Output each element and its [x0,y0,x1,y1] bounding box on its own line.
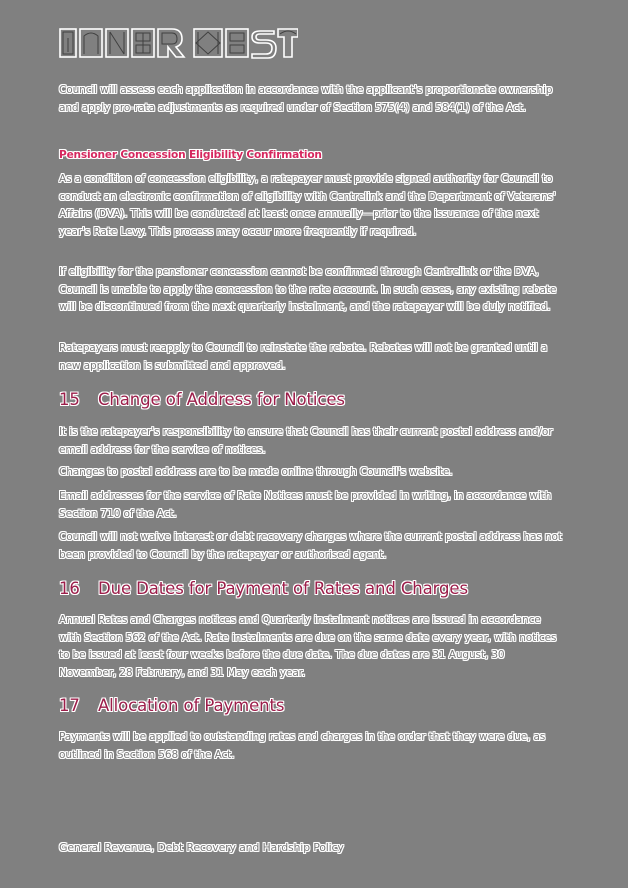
intro-paragraph: Council will assess each application in accordance with the applicant's proportionate ownership and apply pro-rata adjustments as required under of Section 575(4) and 584(1) of the Act. [59,84,553,114]
section-title: Due Dates for Payment of Rates and Charges [98,579,468,598]
section-15-paragraph-3: Email addresses for the service of Rate Notices must be provided in writing, in accordance with Section 710 of the Act. [59,490,552,520]
pensioner-paragraph-1: As a condition of concession eligibility, a ratepayer must provide signed authority for Council to conduct an electronic confirmation of eligibility with Centrelink and the Department of Veterans' Affairs (DVA). This will be conducted at least once annually—prior to the issuance of the next year's Rate Levy. This process may occur more frequently if required. [59,173,556,238]
section-15-paragraph-1: It is the ratepayer's responsibility to ensure that Council has their current postal address and/or email address for the service of notices. [59,426,553,456]
section-number: 17 [59,696,80,715]
section-title: Change of Address for Notices [98,390,345,409]
section-17-paragraph-1: Payments will be applied to outstanding rates and charges in the order that they were due, as outlined in Section 568 of the Act. [59,731,546,761]
section-16-paragraph-1: Annual Rates and Charges notices and Quarterly instalment notices are issued in accordance with Section 562 of the Act. Rate instalments are due on the same date every year, with notices to be issued at least four weeks before the due date. The due dates are 31 August, 30 November, 28 February, and 31 May each year. [59,614,557,679]
section-number: 15 [59,390,80,409]
section-number: 16 [59,579,80,598]
section-title: Allocation of Payments [98,696,285,715]
pensioner-confirmation-heading: Pensioner Concession Eligibility Confirmation [59,149,322,161]
page-footer: General Revenue, Debt Recovery and Hardship Policy [59,841,344,854]
section-15-paragraph-2: Changes to postal address are to be made online through Council's website. [59,466,453,478]
pensioner-paragraph-2: If eligibility for the pensioner concession cannot be confirmed through Centrelink or the DVA, Council is unable to apply the concession to the rate account. In such cases, any existing rebate will be discontinued from the next quarterly instalment, and the ratepayer will be duly notified. [59,266,557,314]
section-16-heading [59,579,468,598]
section-15-paragraph-4: Council will not waive interest or debt recovery charges where the current postal address has not been provided to Council by the ratepayer or authorised agent. [59,531,562,561]
section-17-heading [59,696,284,715]
inner-west-logo [58,26,298,62]
inner-west-logo-icon [58,26,298,62]
pensioner-paragraph-3: Ratepayers must reapply to Council to reinstate the rebate. Rebates will not be granted until a new application is submitted and approved. [59,342,548,372]
section-15-heading [59,390,345,409]
